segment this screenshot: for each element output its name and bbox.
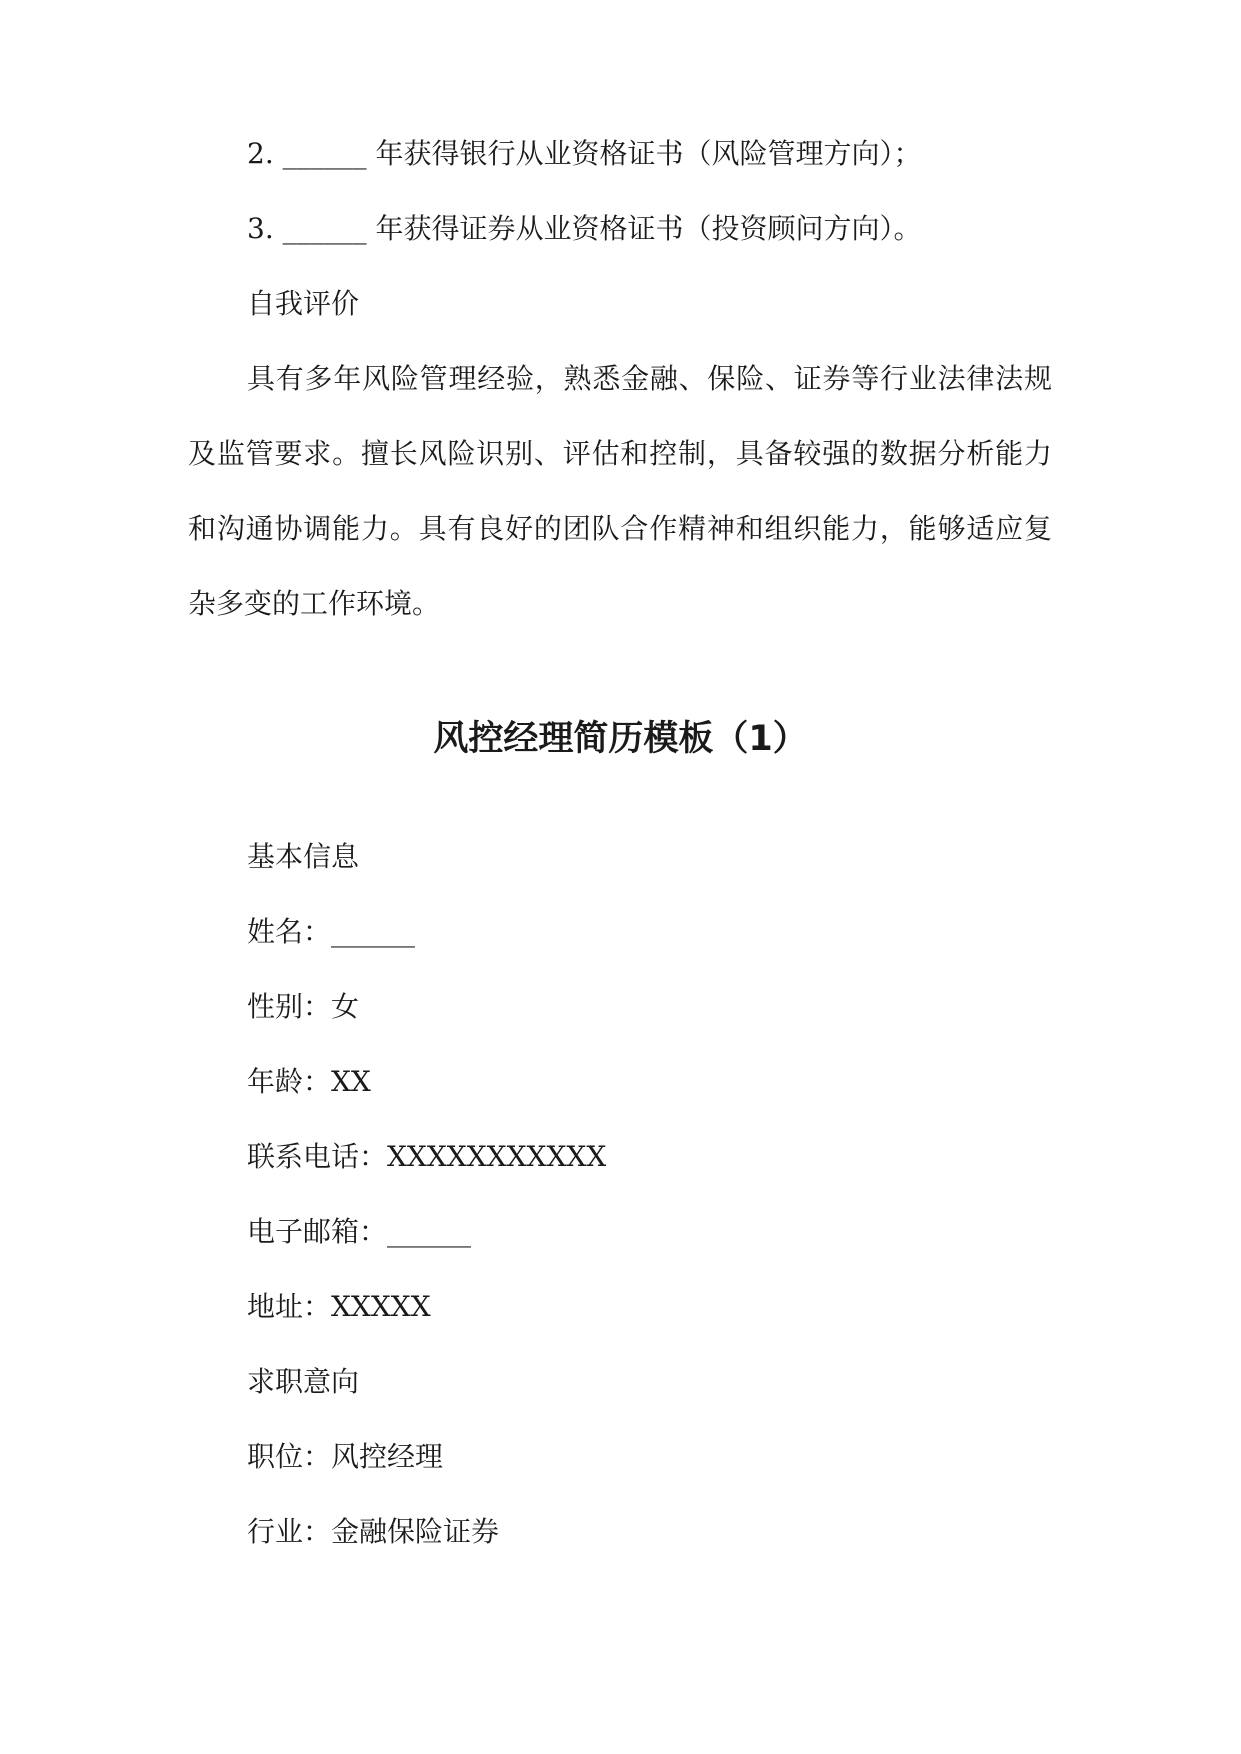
industry-field: 行业：金融保险证券: [247, 1515, 500, 1548]
certificate-item-3: 3. ______ 年获得证券从业资格证书（投资顾问方向）。: [247, 212, 922, 245]
gender-field: 性别：女: [247, 990, 360, 1023]
age-field: 年龄：XX: [247, 1065, 371, 1098]
position-field: 职位：风控经理: [247, 1440, 444, 1473]
self-evaluation-heading: 自我评价: [247, 287, 360, 320]
self-evaluation-line-2: 及监管要求。擅长风险识别、评估和控制，具备较强的数据分析能力: [188, 437, 1052, 470]
phone-field: 联系电话：XXXXXXXXXXX: [247, 1140, 607, 1173]
certificate-item-2: 2. ______ 年获得银行从业资格证书（风险管理方向）；: [247, 137, 922, 170]
job-intention-heading: 求职意向: [247, 1365, 360, 1398]
email-field: 电子邮箱：______: [247, 1215, 472, 1248]
name-field: 姓名：______: [247, 915, 416, 948]
address-field: 地址：XXXXX: [247, 1290, 431, 1323]
template-title: 风控经理简历模板（1）: [433, 719, 808, 759]
self-evaluation-line-1: 具有多年风险管理经验，熟悉金融、保险、证券等行业法律法规: [247, 362, 1052, 395]
self-evaluation-line-4: 杂多变的工作环境。: [188, 587, 441, 620]
self-evaluation-line-3: 和沟通协调能力。具有良好的团队合作精神和组织能力，能够适应复: [188, 512, 1052, 545]
basic-info-heading: 基本信息: [247, 840, 360, 873]
